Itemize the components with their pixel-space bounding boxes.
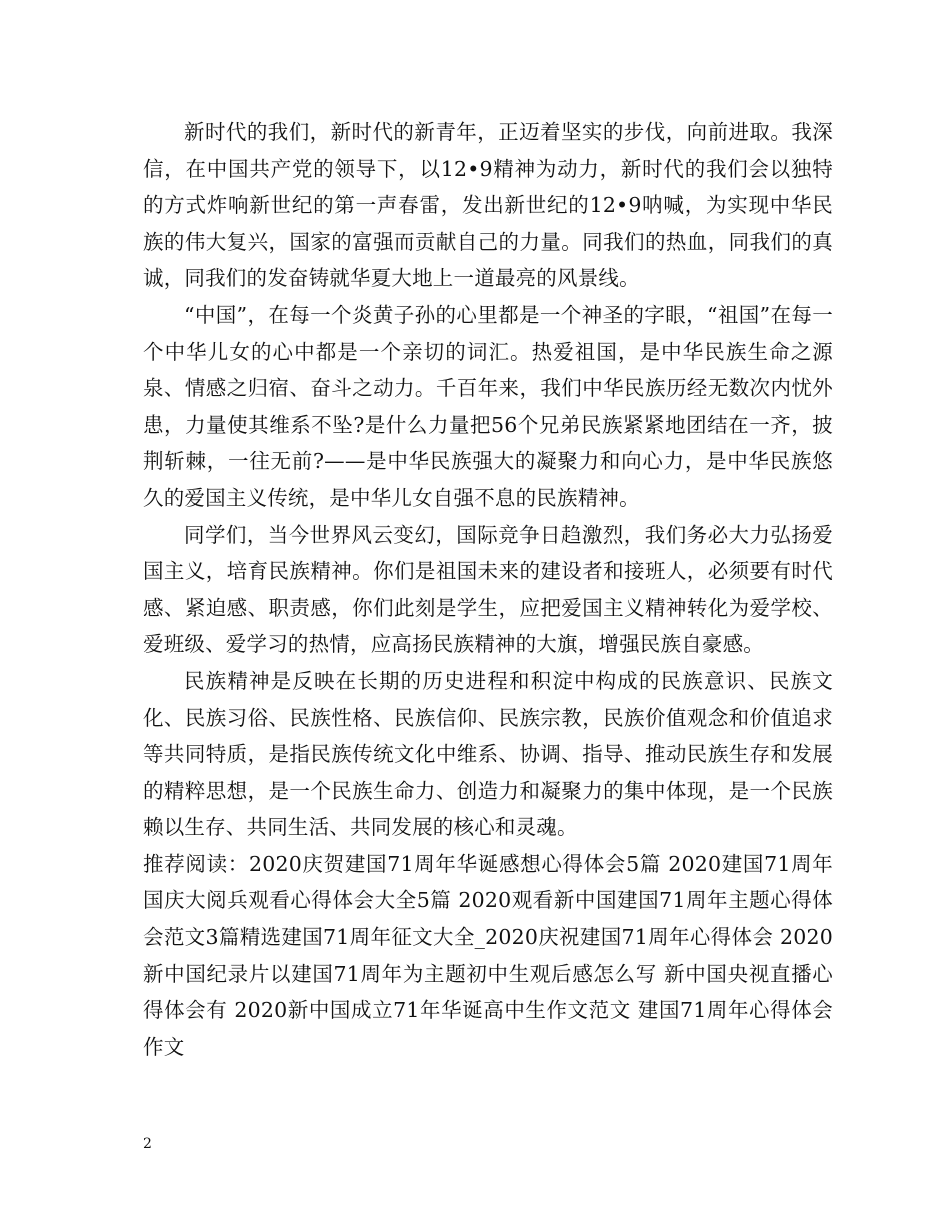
page-number: 2	[143, 1136, 152, 1152]
paragraph-national-spirit: 民族精神是反映在长期的历史进程和积淀中构成的民族意识、民族文化、民族习俗、民族性格、民族信仰、民族宗教，民族价值观念和价值追求等共同特质，是指民族传统文化中维系、协调、指导、推动民族生存和发展的精粹思想，是一个民族生命力、创造力和凝聚力的集中体现，是一个民族赖以生存、共同生活、共同发展的核心和灵魂。	[143, 668, 833, 840]
document-body	[143, 114, 833, 1065]
paragraph-classmates: 同学们，当今世界风云变幻，国际竞争日趋激烈，我们务必大力弘扬爱国主义，培育民族精神。你们是祖国未来的建设者和接班人，必须要有时代感、紧迫感、职责感，你们此刻是学生，应把爱国主义精神转化为爱学校、爱班级、爱学习的热情，应高扬民族精神的大旗，增强民族自豪感。	[143, 522, 833, 657]
recommended-reading[interactable]: 推荐阅读：2020庆贺建国71周年华诞感想心得体会5篇 2020建国71周年国庆大阅兵观看心得体会大全5篇 2020观看新中国建国71周年主题心得体会范文3篇精选建国71周年征文大全_2020庆祝建国71周年心得体会 2020新中国纪录片以建国71周年为主题初中生观后感怎么写 新中国央视直播心得体会有 2020新中国成立71年华诞高中生作文范文 建国71周年心得体会作文	[143, 851, 833, 1059]
paragraph-new-era: 新时代的我们，新时代的新青年，正迈着坚实的步伐，向前进取。我深信，在中国共产党的领导下，以12•9精神为动力，新时代的我们会以独特的方式炸响新世纪的第一声春雷，发出新世纪的12•9呐喊，为实现中华民族的伟大复兴，国家的富强而贡献自己的力量。同我们的热血，同我们的真诚，同我们的发奋铸就华夏大地上一道最亮的风景线。	[143, 120, 833, 291]
paragraph-china-motherland: “中国”，在每一个炎黄子孙的心里都是一个神圣的字眼，“祖国”在每一个中华儿女的心中都是一个亲切的词汇。热爱祖国，是中华民族生命之源泉、情感之归宿、奋斗之动力。千百年来，我们中华民族历经无数次内忧外患，力量使其维系不坠?是什么力量把56个兄弟民族紧紧地团结在一齐，披荆斩棘，一往无前?——是中华民族强大的凝聚力和向心力，是中华民族悠久的爱国主义传统，是中华儿女自强不息的民族精神。	[143, 302, 833, 510]
